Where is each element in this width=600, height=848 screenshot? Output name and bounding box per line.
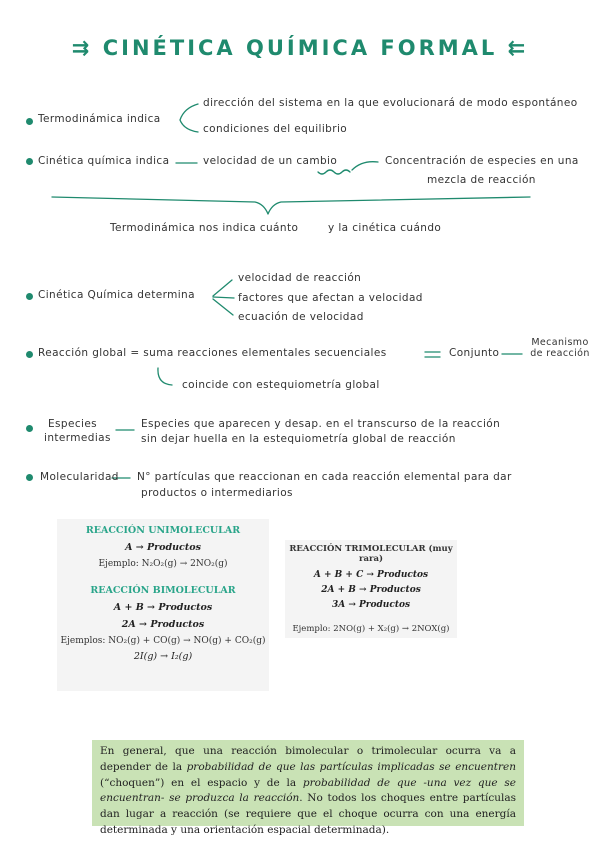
termo-brace: [180, 104, 198, 132]
cinetica-detail-2: mezcla de reacción: [427, 174, 536, 186]
summary-part-1: Termodinámica nos indica cuánto: [110, 222, 299, 234]
note-text-3: . No todos los choques entre partículas dan lugar a reacción (se requiere que el choque ocurra con una energía determinada y una orientación espacial determinada).: [100, 792, 516, 836]
summary-part-2: y la cinética cuándo: [328, 222, 442, 234]
title-deco-right: ⇇: [497, 36, 529, 60]
uni-example: Ejemplo: N₂O₂(g) → 2NO₂(g): [98, 559, 228, 569]
especies-text-1: Especies que aparecen y desap. en el transcurso de la reacción: [141, 418, 501, 430]
global-label: Reacción global = suma reacciones elementales secuenciales: [38, 347, 387, 359]
global-coincide: coincide con estequiometría global: [182, 379, 380, 391]
tri-equation-1: A + B + C → Productos: [313, 570, 429, 580]
note-italic-2: probabilidad de que -una vez que se encuentran- se produzca la reacción: [100, 776, 516, 805]
molecularidad-text-2: productos o intermediarios: [141, 487, 293, 499]
squiggle: [318, 170, 350, 174]
bullet-termo: [26, 118, 33, 125]
bullet-molecularidad: [26, 474, 33, 481]
molecularidad-label: Molecularidad: [40, 471, 119, 483]
title-deco-left: ⇉: [71, 36, 103, 60]
determina-label: Cinética Química determina: [38, 289, 195, 301]
box-uni-bi: [57, 519, 269, 691]
especies-label-1: Especies: [48, 418, 98, 430]
bullet-especies: [26, 425, 33, 432]
bullet-determina: [26, 293, 33, 300]
bi-example-2: 2I(g) → I₂(g): [133, 651, 193, 662]
determina-fan: [213, 280, 232, 296]
bi-title: REACCIÓN BIMOLECULAR: [90, 585, 236, 596]
note-text-1: En general, que una reacción bimolecular o trimolecular ocurra va a depender de la: [100, 745, 516, 773]
tri-equation-3: 3A → Productos: [331, 600, 411, 610]
determina-item: factores que afectan a velocidad: [238, 292, 423, 304]
note-italic-1: probabilidad de que las partículas implicadas se encuentren: [186, 760, 517, 773]
tri-title: REACCIÓN TRIMOLECULAR (muy rara): [289, 544, 453, 564]
termo-branch-1: dirección del sistema en la que evolucionará de modo espontáneo: [203, 97, 578, 109]
uni-title: REACCIÓN UNIMOLECULAR: [85, 525, 241, 536]
bi-equation-2: 2A → Productos: [121, 619, 205, 630]
bullet-global: [26, 351, 33, 358]
cinetica-detail-1: Concentración de especies en una: [385, 155, 579, 167]
termo-label: Termodinámica indica: [38, 113, 161, 125]
termo-branch-2: condiciones del equilibrio: [203, 123, 348, 135]
especies-text-2: sin dejar huella en la estequiometría global de reacción: [141, 433, 456, 445]
coincide-hook: [158, 368, 172, 385]
note-text-2: (“choquen”) en el espacio y de la: [100, 776, 303, 789]
tri-example: Ejemplo: 2NO(g) + X₂(g) → 2NOX(g): [292, 624, 450, 634]
title-text: CINÉTICA QUÍMICA FORMAL: [102, 36, 498, 60]
bullet-cinetica: [26, 158, 33, 165]
box-tri: [285, 540, 457, 638]
tri-equation-2: 2A + B → Productos: [321, 585, 421, 595]
determina-item: velocidad de reacción: [238, 272, 362, 284]
global-mecanismo: Mecanismo de reacción: [530, 337, 590, 359]
bi-equation-1: A + B → Productos: [113, 602, 213, 613]
especies-label-2: intermedias: [44, 432, 111, 444]
cinetica-result: velocidad de un cambio: [203, 155, 338, 167]
cinetica-label: Cinética química indica: [38, 155, 170, 167]
molecularidad-text-1: N° partículas que reaccionan en cada reacción elemental para dar: [137, 471, 512, 483]
note-box: [92, 740, 524, 836]
uni-equation: A → Productos: [125, 542, 201, 553]
summary-brace: [52, 197, 530, 214]
determina-item: ecuación de velocidad: [238, 311, 364, 323]
global-conjunto: Conjunto: [449, 347, 500, 359]
bi-example: Ejemplos: NO₂(g) + CO(g) → NO(g) + CO₂(g): [60, 636, 266, 646]
